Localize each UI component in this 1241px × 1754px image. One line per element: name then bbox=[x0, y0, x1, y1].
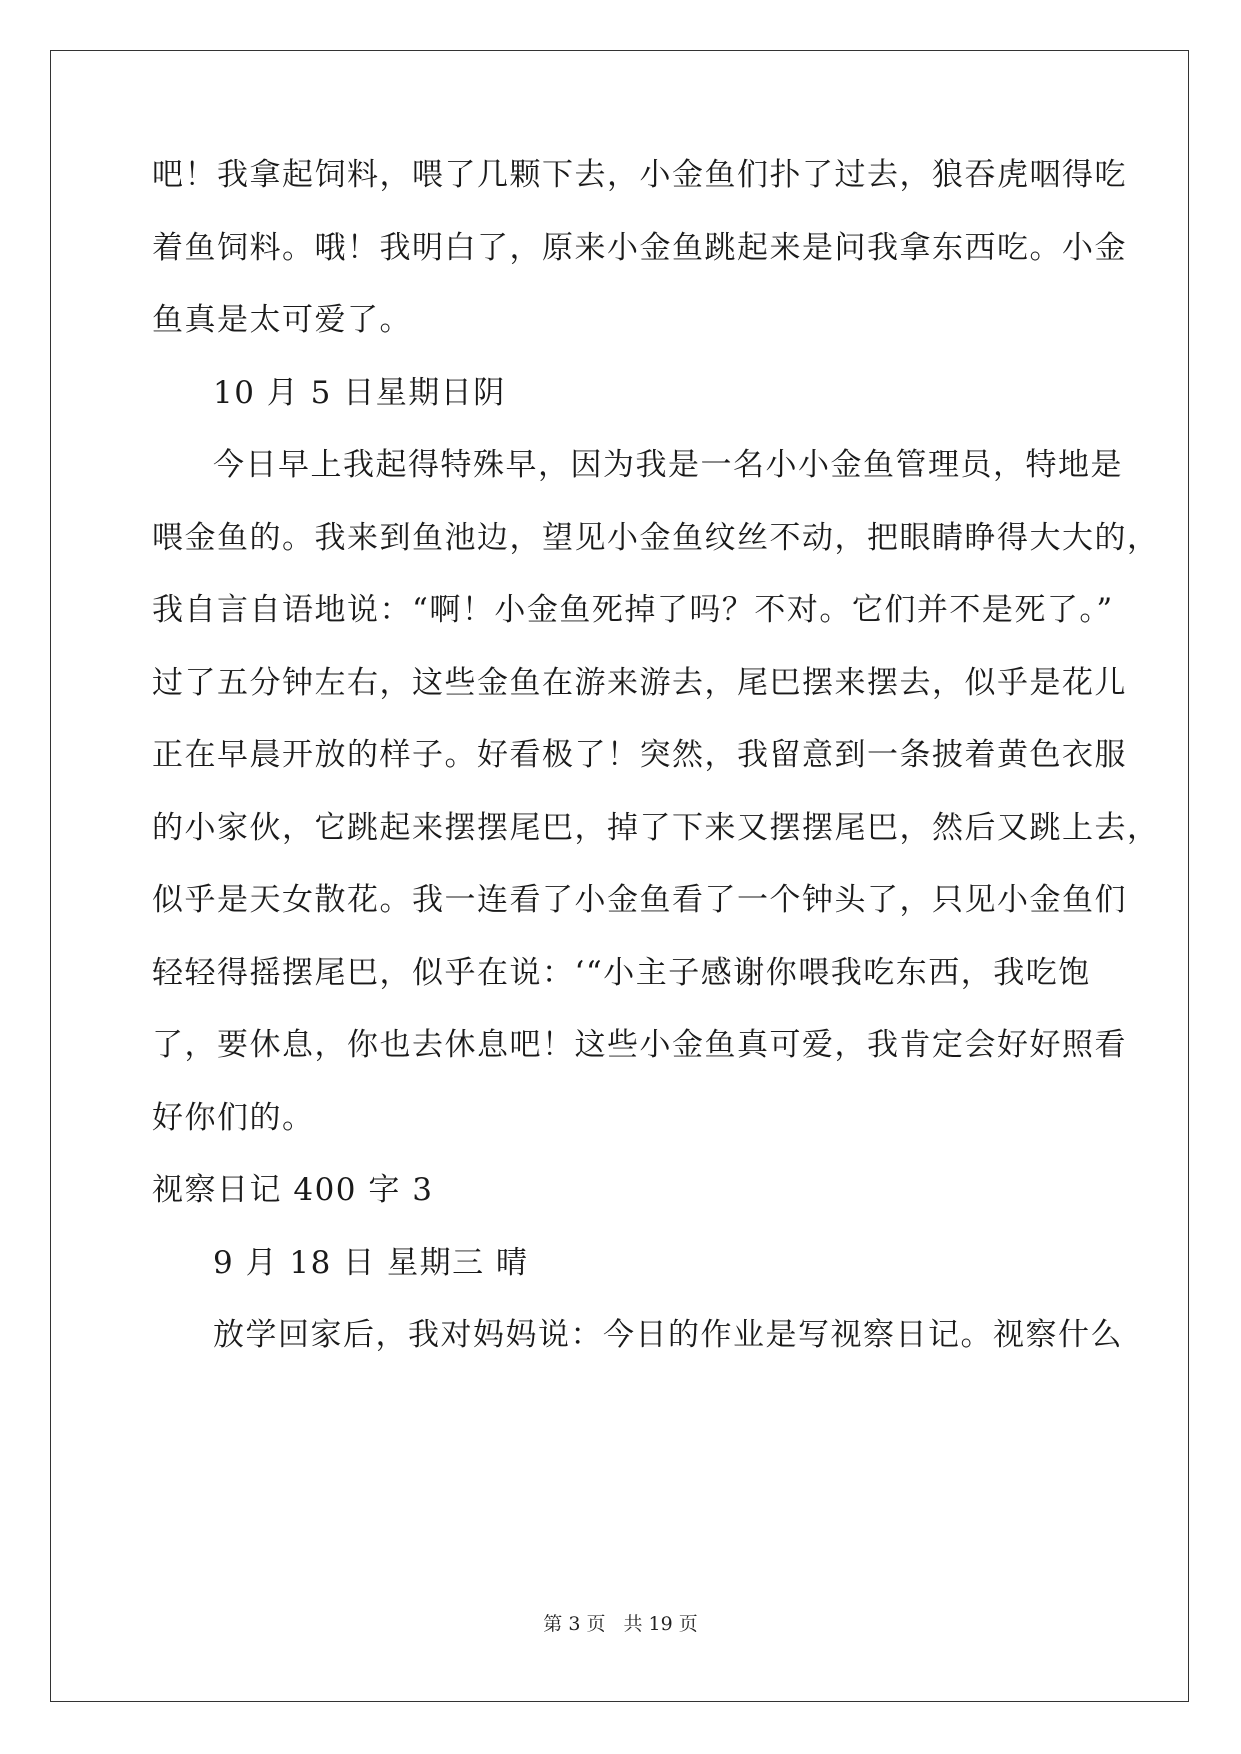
paragraph-line: 吧！我拿起饲料，喂了几颗下去，小金鱼们扑了过去，狼吞虎咽得吃 bbox=[152, 157, 1127, 193]
section-title: 视察日记 400 字 3 bbox=[152, 1172, 434, 1208]
diary-date-heading: 9 月 18 日 星期三 晴 bbox=[213, 1245, 529, 1281]
page-footer bbox=[0, 1612, 1241, 1636]
paragraph-line: 过了五分钟左右，这些金鱼在游来游去，尾巴摆来摆去，似乎是花儿 bbox=[152, 665, 1127, 701]
diary-date-heading: 10 月 5 日星期日阴 bbox=[213, 375, 506, 411]
paragraph-line: 了，要休息，你也去休息吧！这些小金鱼真可爱，我肯定会好好照看 bbox=[152, 1027, 1127, 1063]
paragraph-line: 放学回家后，我对妈妈说：今日的作业是写视察日记。视察什么 bbox=[213, 1317, 1123, 1353]
paragraph-line: 我自言自语地说：“啊！小金鱼死掉了吗？不对。它们并不是死了。” bbox=[152, 592, 1114, 628]
paragraph-line: 的小家伙，它跳起来摆摆尾巴，掉了下来又摆摆尾巴，然后又跳上去， bbox=[152, 810, 1160, 846]
page-number: 第 3 页 bbox=[543, 1613, 606, 1635]
page-total: 共 19 页 bbox=[623, 1613, 698, 1635]
paragraph-line: 喂金鱼的。我来到鱼池边，望见小金鱼纹丝不动，把眼睛睁得大大的， bbox=[152, 520, 1160, 556]
paragraph-line: 鱼真是太可爱了。 bbox=[152, 302, 412, 338]
paragraph-line: 轻轻得摇摆尾巴，似乎在说：‘“小主子感谢你喂我吃东西，我吃饱 bbox=[152, 955, 1091, 991]
paragraph-line: 好你们的。 bbox=[152, 1100, 315, 1136]
paragraph-line: 着鱼饲料。哦！我明白了，原来小金鱼跳起来是问我拿东西吃。小金 bbox=[152, 230, 1127, 266]
paragraph-line: 似乎是天女散花。我一连看了小金鱼看了一个钟头了，只见小金鱼们 bbox=[152, 882, 1127, 918]
paragraph-line: 今日早上我起得特殊早，因为我是一名小小金鱼管理员，特地是 bbox=[213, 447, 1123, 483]
paragraph-line: 正在早晨开放的样子。好看极了！突然，我留意到一条披着黄色衣服 bbox=[152, 737, 1127, 773]
page-border bbox=[50, 50, 1189, 1702]
